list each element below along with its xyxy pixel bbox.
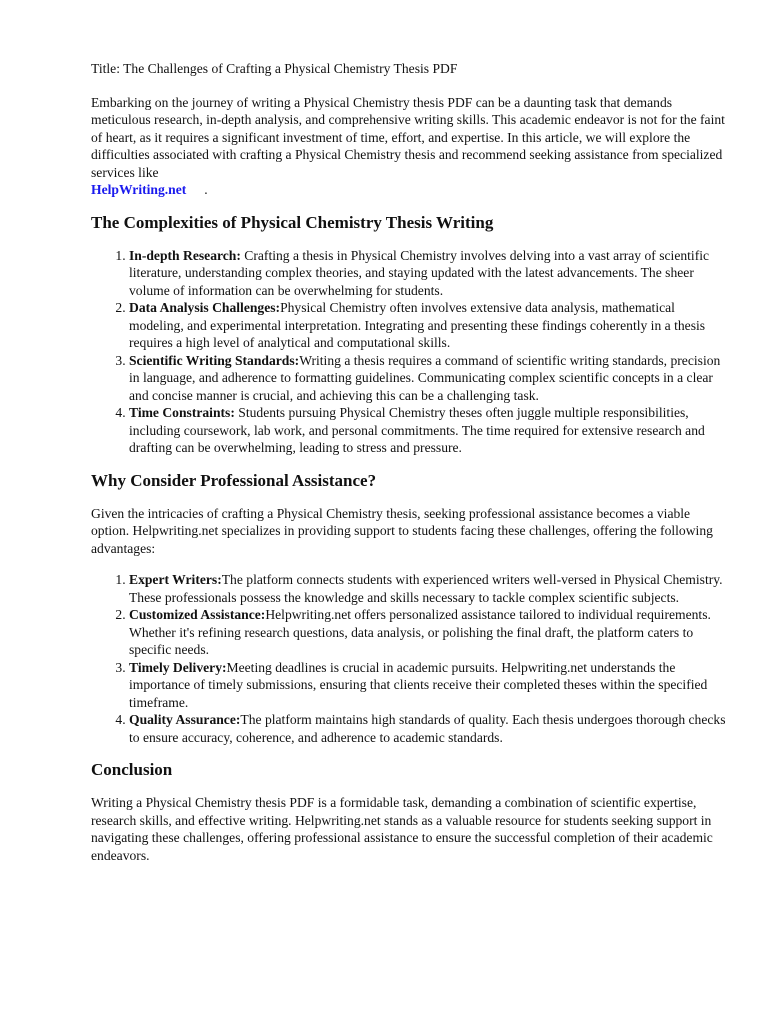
document-page [91, 60, 731, 874]
section1-list [91, 247, 731, 457]
list-item [129, 659, 731, 712]
list-item-label: Scientific Writing Standards: [129, 352, 300, 368]
list-item [129, 404, 731, 457]
list-item-text: Students pursuing Physical Chemistry theses often juggle multiple responsibilities, including coursework, lab work, and personal commitments. The time required for extensive research and drafting can be overwhelming, leading to stress and pressure. [129, 405, 705, 455]
conclusion-heading: Conclusion [91, 760, 173, 779]
section2-intro: Given the intricacies of crafting a Physical Chemistry thesis, seeking professional assistance becomes a viable option. Helpwriting.net specializes in providing support to students facing these challenges, offering the following advantages: [91, 505, 713, 556]
section2-list [91, 571, 731, 746]
list-item [129, 571, 731, 606]
list-item-label: Time Constraints: [129, 405, 235, 420]
list-item-text: The platform maintains high standards of quality. Each thesis undergoes thorough checks to ensure accuracy, coherence, and adherence to academic standards. [129, 712, 726, 745]
list-item [129, 711, 731, 746]
intro-text: Embarking on the journey of writing a Physical Chemistry thesis PDF can be a daunting task that demands meticulous research, in-depth analysis, and comprehensive writing skills. This academic endeavor is not for the faint of heart, as it requires a significant investment of time, effort, and expertise. In this article, we will explore the difficulties associated with crafting a Physical Chemistry thesis and recommend seeking assistance from specialized services like [91, 94, 725, 180]
list-item-text: Helpwriting.net offers personalized assistance tailored to individual requirements. Whether it's refining research questions, data analysis, or polishing the final draft, the platform caters to specific needs. [129, 607, 711, 657]
list-item-label: Quality Assurance: [129, 712, 241, 727]
list-item-label: Timely Delivery: [129, 659, 227, 675]
intro-trailing: . [204, 182, 208, 197]
list-item [129, 247, 731, 300]
intro-paragraph [91, 94, 731, 199]
list-item-text: The platform connects students with experienced writers well-versed in Physical Chemistry. These professionals possess the knowledge and skills necessary to tackle complex scientific subjects. [129, 572, 723, 605]
list-item-text: Physical Chemistry often involves extensive data analysis, mathematical modeling, and experimental interpretation. Integrating and presenting these findings coherently in a thesis requires a high level of analytical and computational skills. [129, 300, 706, 350]
list-item [129, 299, 731, 352]
helpwriting-link[interactable]: HelpWriting.net [91, 182, 187, 197]
list-item-label: Data Analysis Challenges: [129, 300, 281, 315]
section2-heading: Why Consider Professional Assistance? [91, 470, 377, 490]
list-item-text: Meeting deadlines is crucial in academic pursuits. Helpwriting.net understands the importance of timely submissions, ensuring that clients receive their completed theses within the specified timeframe. [129, 659, 708, 710]
document-title-line: Title: The Challenges of Crafting a Physical Chemistry Thesis PDF [91, 61, 458, 76]
list-item [129, 606, 731, 659]
list-item-label: Expert Writers: [129, 572, 222, 587]
list-item-text: Crafting a thesis in Physical Chemistry involves delving into a vast array of scientific literature, understanding complex theories, and staying updated with the latest advancements. The sheer volume of information can be overwhelming for students. [129, 247, 710, 298]
list-item-label: Customized Assistance: [129, 607, 266, 622]
conclusion-paragraph: Writing a Physical Chemistry thesis PDF is a formidable task, demanding a combination of scientific expertise, research skills, and effective writing. Helpwriting.net stands as a valuable resource for students seeking support in navigating these challenges, offering professional assistance to ensure the successful completion of their academic endeavors. [91, 795, 713, 863]
list-item-text: Writing a thesis requires a command of scientific writing standards, precision in language, and adherence to formatting guidelines. Communicating complex scientific concepts in a clear and concise manner is crucial, and achieving this can be a challenging task. [129, 352, 721, 403]
section1-heading: The Complexities of Physical Chemistry Thesis Writing [91, 212, 494, 232]
list-item-label: In-depth Research: [129, 247, 241, 263]
list-item [129, 352, 731, 405]
